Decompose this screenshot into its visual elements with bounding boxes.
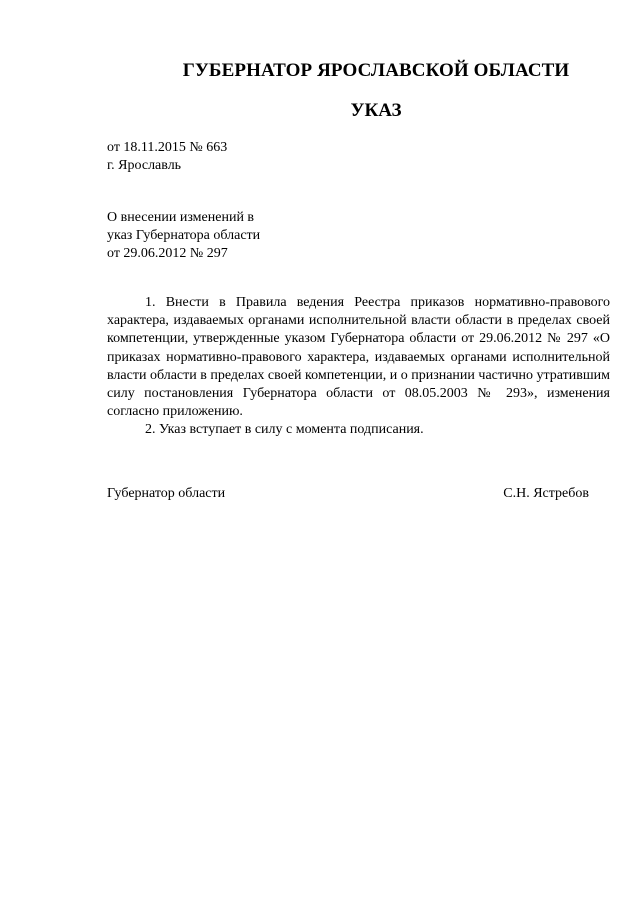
signature-block bbox=[107, 485, 589, 503]
subject-line: от 29.06.2012 № 297 bbox=[107, 246, 228, 261]
signatory-name: С.Н. Ястребов bbox=[503, 486, 589, 501]
issuing-authority-heading: ГУБЕРНАТОР ЯРОСЛАВСКОЙ ОБЛАСТИ bbox=[182, 60, 570, 81]
signatory-position: Губернатор области bbox=[107, 486, 226, 501]
body-paragraph-1: 1. Внести в Правила ведения Реестра приказов нормативно-правового характера, издаваемых органами исполнительной власти области в пределах своей компетенции, утвержденные указом Губернатора области от 29.06.2012 № 297 «О приказах нормативно-правового характера, издаваемых органами исполнительной власти области в пределах своей компетенции, и о признании частично утратившим силу постановления Губернатора области от 08.05.2003 № 293», изменения согласно приложению. bbox=[107, 295, 611, 420]
document-subject bbox=[107, 209, 260, 263]
document-meta bbox=[107, 139, 227, 175]
document-city: г. Ярославль bbox=[107, 158, 182, 173]
subject-line: указ Губернатора области bbox=[107, 228, 261, 243]
body-paragraph-2: 2. Указ вступает в силу с момента подписания. bbox=[145, 422, 424, 438]
subject-line: О внесении изменений в bbox=[107, 210, 255, 225]
document-body bbox=[107, 294, 610, 440]
document-type-heading: УКАЗ bbox=[350, 100, 402, 121]
document-date-number: от 18.11.2015 № 663 bbox=[107, 140, 228, 155]
